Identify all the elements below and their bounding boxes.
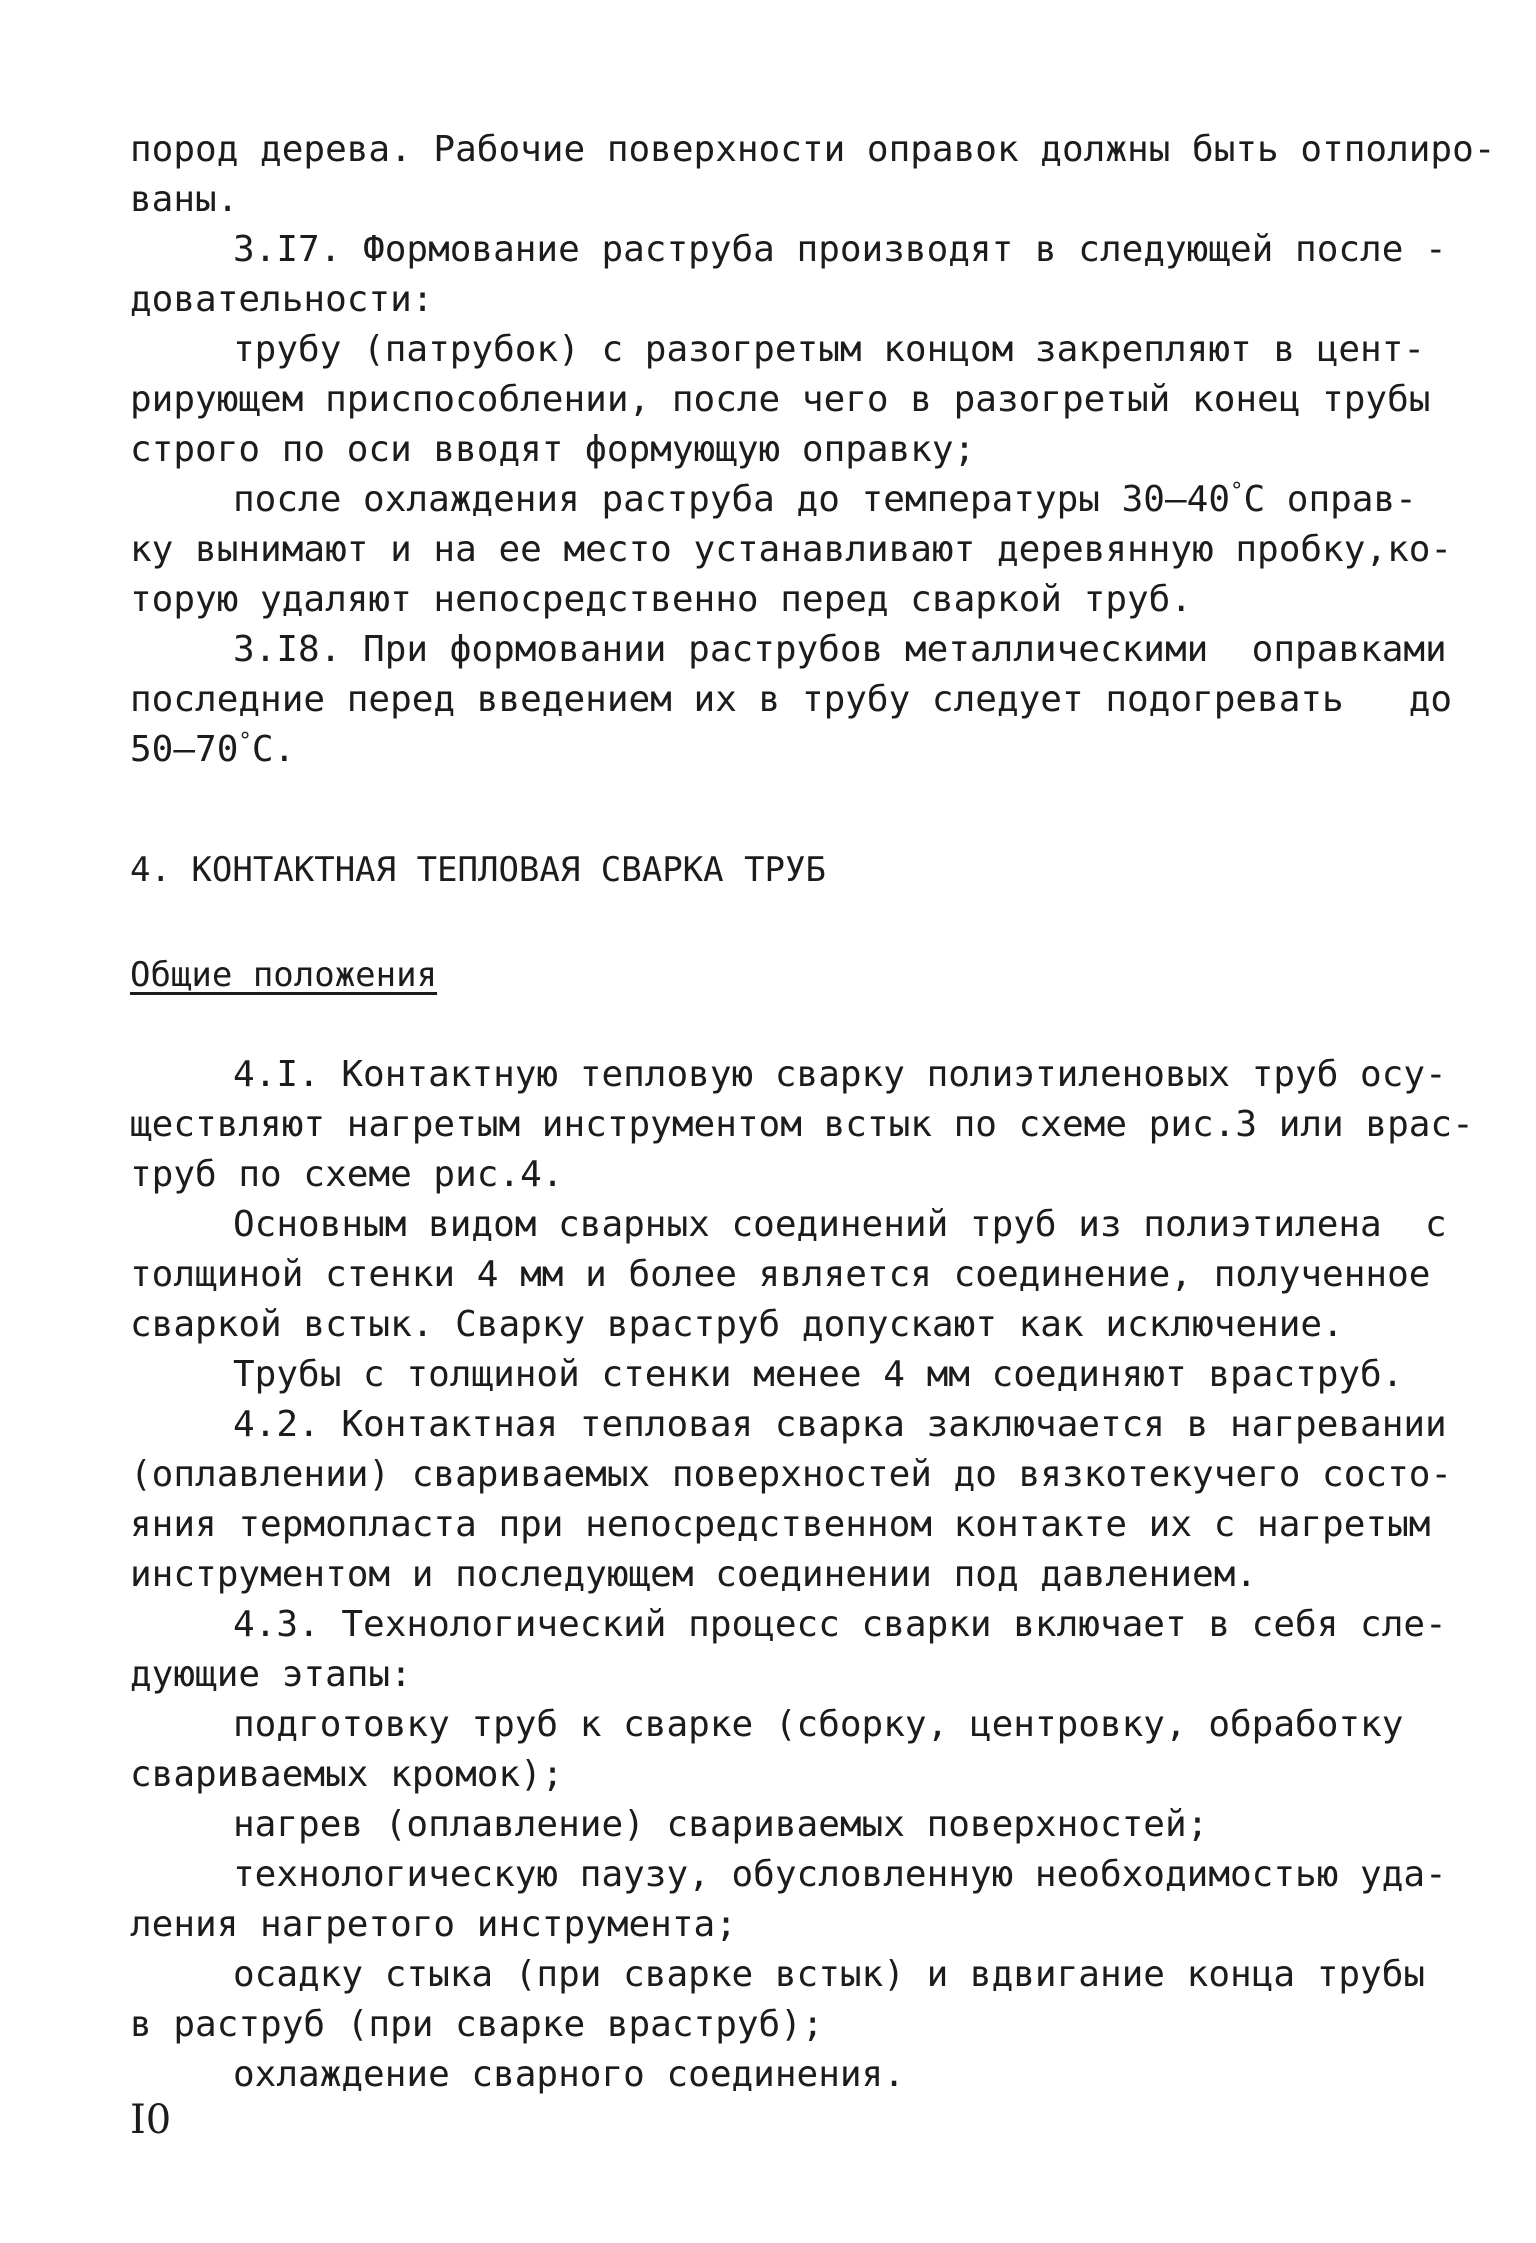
text-fragment: после охлаждения раструба до температуры 30–40 — [233, 479, 1230, 520]
text-line: толщиной стенки 4 мм и более является соединение, полученное — [130, 1254, 1431, 1295]
text-line — [233, 475, 1417, 525]
text-line: охлаждение сварного соединения. — [233, 2054, 905, 2095]
page-number: I0 — [130, 2097, 172, 2143]
text-line: сваркой встык. Сварку враструб допускают как исключение. — [130, 1304, 1344, 1345]
text-line: Основным видом сварных соединений труб из полиэтилена с — [233, 1204, 1447, 1245]
degree-sign: ° — [238, 728, 252, 754]
text-line: ваны. — [130, 179, 239, 220]
text-line: ществляют нагретым инструментом встык по схеме рис.3 или врас- — [130, 1104, 1474, 1145]
text-fragment: C. — [251, 729, 296, 770]
text-line: ления нагретого инструмента; — [130, 1904, 737, 1945]
text-line: осадку стыка (при сварке встык) и вдвигание конца трубы — [233, 1954, 1426, 1995]
text-line: довательности: — [130, 279, 434, 320]
text-line: в раструб (при сварке враструб); — [130, 2004, 824, 2045]
text-line: Трубы с толщиной стенки менее 4 мм соединяют враструб. — [233, 1354, 1404, 1395]
text-line: ку вынимают и на ее место устанавливают деревянную пробку,ко- — [130, 529, 1453, 570]
text-line: пород дерева. Рабочие поверхности оправок должны быть отполиро- — [130, 129, 1496, 170]
text-line: строго по оси вводят формующую оправку; — [130, 429, 976, 470]
section-heading: 4. КОНТАКТНАЯ ТЕПЛОВАЯ СВАРКА ТРУБ — [130, 850, 826, 890]
text-line: дующие этапы: — [130, 1654, 412, 1695]
text-line: труб по схеме рис.4. — [130, 1154, 564, 1195]
text-line: 4.I. Контактную тепловую сварку полиэтиленовых труб осу- — [233, 1054, 1447, 1095]
text-line: последние перед введением их в трубу следует подогревать до — [130, 679, 1453, 720]
text-line: инструментом и последующем соединении под давлением. — [130, 1554, 1258, 1595]
text-line: 4.3. Технологический процесс сварки включает в себя сле- — [233, 1604, 1447, 1645]
text-line: 3.I8. При формовании раструбов металлическими оправками — [233, 629, 1447, 670]
text-fragment: C оправ- — [1243, 479, 1417, 520]
text-line: торую удаляют непосредственно перед сваркой труб. — [130, 579, 1193, 620]
text-line: нагрев (оплавление) свариваемых поверхностей; — [233, 1804, 1209, 1845]
text-line: 4.2. Контактная тепловая сварка заключается в нагревании — [233, 1404, 1447, 1445]
text-line: трубу (патрубок) с разогретым концом закрепляют в цент- — [233, 329, 1426, 370]
degree-sign: ° — [1230, 478, 1244, 504]
text-line: (оплавлении) свариваемых поверхностей до вязкотекучего состо- — [130, 1454, 1453, 1495]
text-line: подготовку труб к сварке (сборку, центровку, обработку — [233, 1704, 1404, 1745]
subsection-heading: Общие положения — [130, 955, 438, 995]
text-line: свариваемых кромок); — [130, 1754, 564, 1795]
text-line: технологическую паузу, обусловленную необходимостью уда- — [233, 1854, 1447, 1895]
text-line: рирующем приспособлении, после чего в разогретый конец трубы — [130, 379, 1431, 420]
text-line: 3.I7. Формование раструба производят в следующей после - — [233, 229, 1447, 270]
text-line: яния термопласта при непосредственном контакте их с нагретым — [130, 1504, 1431, 1545]
text-line — [130, 725, 295, 775]
text-fragment: 50–70 — [130, 729, 239, 770]
